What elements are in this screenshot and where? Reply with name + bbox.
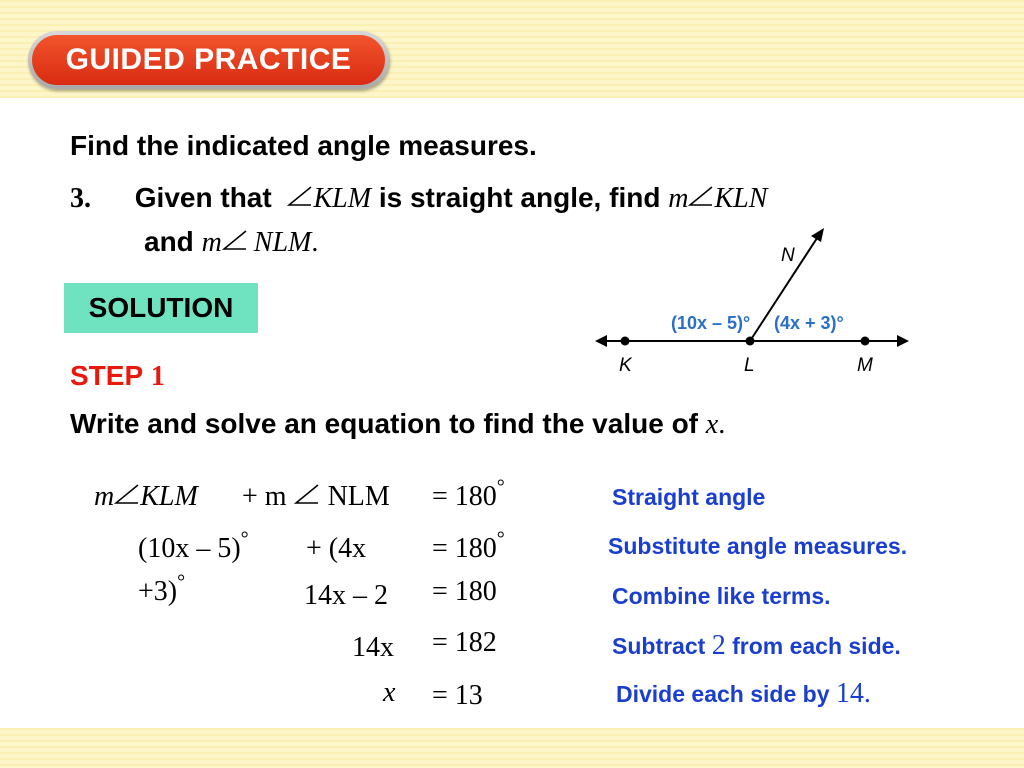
step-number: 1: [150, 361, 165, 392]
guided-practice-badge: [28, 31, 389, 89]
degree-symbol: °: [496, 528, 505, 550]
eq-row2-continuation: [138, 571, 186, 608]
step-heading: [70, 360, 165, 393]
eq-row5-lhs: x: [383, 677, 396, 708]
reason-number: 14.: [835, 678, 871, 709]
label-n: N: [781, 245, 795, 266]
eq-row2-left: [138, 528, 249, 565]
measure-m: m: [668, 183, 689, 214]
reason-text: Divide each side by: [616, 681, 830, 707]
problem-text-3: and: [144, 226, 194, 257]
instruction-text: Find the indicated angle measures.: [70, 130, 537, 161]
measure-m: m: [201, 227, 222, 258]
step-description-end: .: [718, 409, 726, 440]
angle-icon: [688, 185, 714, 207]
eq-row1-left: [94, 481, 198, 513]
point-m: [861, 337, 870, 346]
reason-text: from each side.: [732, 633, 901, 659]
eq-term: +3): [138, 576, 178, 607]
right-angle-label: (4x + 3)°: [774, 313, 844, 333]
angle-icon: [294, 483, 320, 505]
eq-nlm: NLM: [327, 481, 390, 512]
label-m: M: [857, 355, 873, 376]
step-description: [70, 408, 725, 441]
period: .: [311, 227, 319, 258]
angle-icon: [222, 229, 248, 251]
problem-line-1: [70, 182, 767, 215]
eq-row5-rhs: = 13: [432, 680, 483, 711]
step-description-text: Write and solve an equation to find the value of: [70, 408, 698, 439]
problem-line-2: [144, 226, 318, 259]
angle-kln: KLN: [714, 183, 768, 214]
reason-text: Subtract: [612, 633, 706, 659]
eq-row2-mid: + (4x: [306, 533, 367, 564]
reason-substitute: Substitute angle measures.: [608, 533, 908, 559]
reason-divide: [616, 678, 871, 710]
eq-rhs: = 180: [432, 533, 497, 564]
reason-combine: Combine like terms.: [612, 583, 831, 609]
eq-row1-mid: [242, 481, 390, 513]
footer-band: [0, 728, 1024, 768]
reason-straight-angle: Straight angle: [612, 484, 766, 510]
label-k: K: [619, 355, 632, 376]
eq-rhs: = 180: [432, 481, 497, 512]
degree-symbol: °: [496, 476, 505, 498]
degree-symbol: °: [240, 528, 249, 550]
label-l: L: [744, 355, 755, 376]
step-description-var: x: [705, 409, 719, 440]
angle-icon: [287, 185, 313, 207]
left-angle-label: (10x – 5)°: [671, 313, 751, 333]
eq-m: m: [94, 481, 115, 512]
point-k: [621, 337, 630, 346]
degree-symbol: °: [177, 571, 186, 593]
reason-subtract: [612, 630, 901, 662]
eq-klm: KLM: [140, 481, 198, 512]
angle-icon: [114, 483, 140, 505]
point-l: [746, 337, 755, 346]
eq-row3-lhs: 14x – 2: [304, 580, 388, 611]
eq-row4-lhs: 14x: [352, 632, 394, 663]
problem-text-1: Given that: [134, 182, 272, 213]
eq-row2-rhs: [432, 528, 505, 565]
eq-row3-rhs: = 180: [432, 576, 497, 607]
step-word: STEP: [70, 360, 144, 391]
reason-number: 2: [711, 630, 726, 661]
angle-klm: KLM: [313, 183, 372, 214]
problem-number: 3.: [70, 183, 91, 214]
arrow-right-icon: [897, 335, 909, 347]
angle-nlm: NLM: [253, 227, 312, 258]
arrow-up-icon: [811, 228, 824, 242]
problem-text-2: is straight angle, find: [378, 182, 661, 213]
solution-label: SOLUTION: [64, 283, 258, 333]
eq-row4-rhs: = 182: [432, 627, 497, 658]
badge-label: GUIDED PRACTICE: [32, 35, 385, 85]
eq-row1-rhs: [432, 476, 505, 513]
eq-plus-m: + m: [242, 481, 287, 512]
angle-figure: [585, 220, 920, 385]
arrow-left-icon: [595, 335, 607, 347]
eq-term: (10x – 5): [138, 533, 241, 564]
